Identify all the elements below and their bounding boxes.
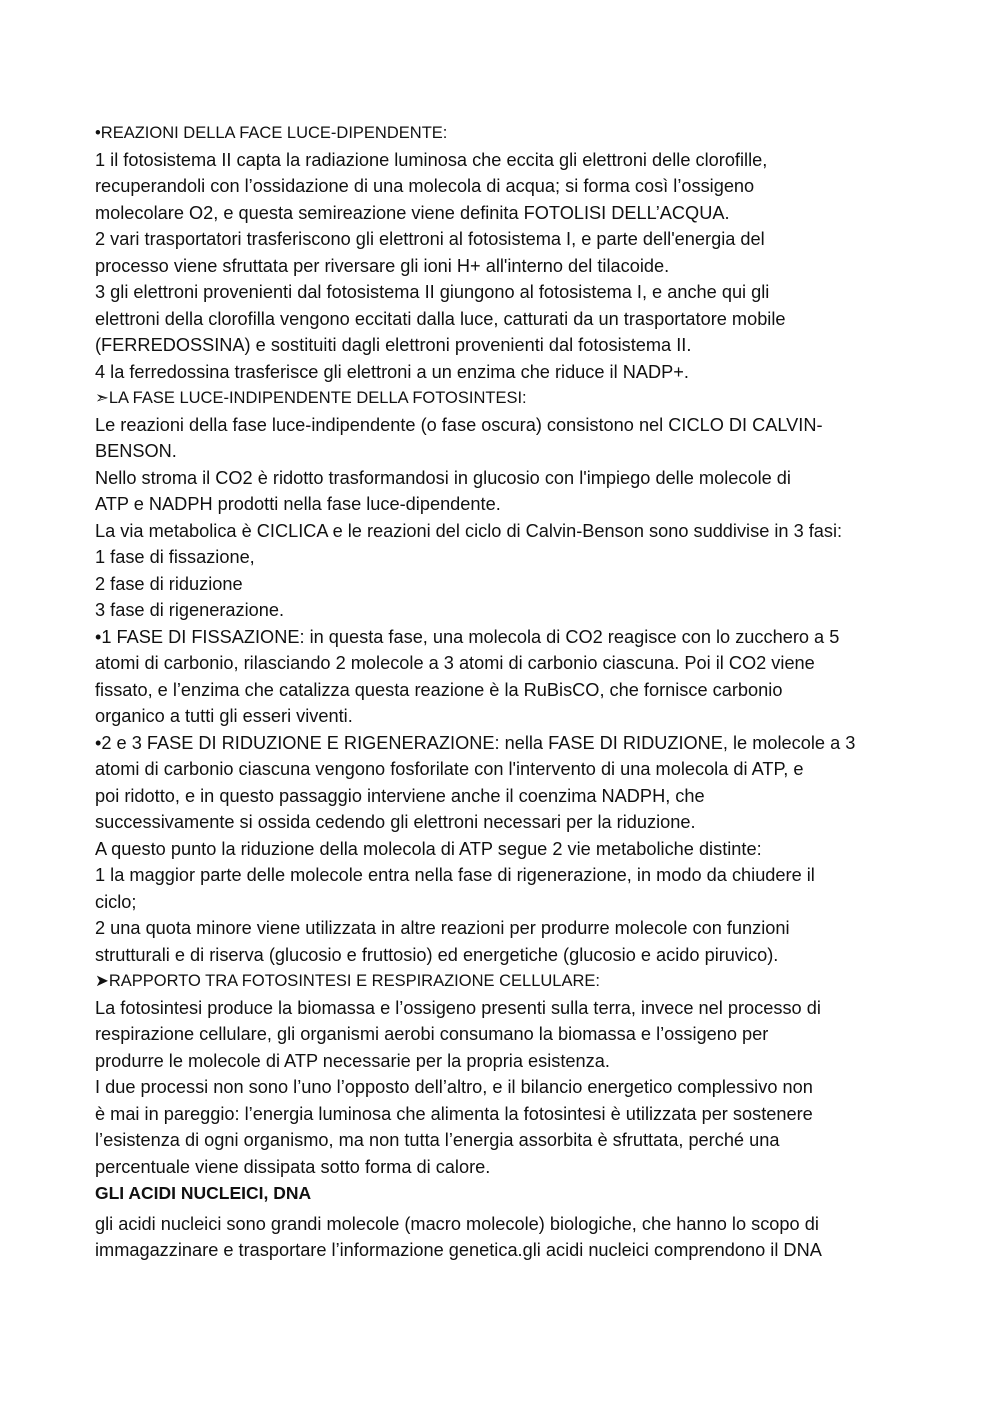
list-item: 1 fase di fissazione,: [95, 547, 255, 567]
text-line: 2 vari trasportatori trasferiscono gli elettroni al fotosistema I, e parte dell'energia del: [95, 229, 765, 249]
text-line: recuperandoli con l’ossidazione di una molecola di acqua; si forma così l’ossigeno: [95, 176, 755, 196]
text-line: BENSON.: [95, 441, 177, 461]
text-line: I due processi non sono l’uno l’opposto dell’altro, e il bilancio energetico complessivo non: [95, 1077, 813, 1097]
text-line: 1 il fotosistema II capta la radiazione luminosa che eccita gli elettroni delle clorofille,: [95, 149, 768, 170]
section-heading-light-dependent: •REAZIONI DELLA FACE LUCE-DIPENDENTE:: [95, 124, 448, 142]
list-item: strutturali e di riserva (glucosio e fruttosio) ed energetiche (glucosio e acido piruvico).: [95, 944, 779, 965]
text-line: successivamente si ossida cedendo gli elettroni necessari per la riduzione.: [95, 812, 696, 832]
section-heading-light-independent: ➣LA FASE LUCE-INDIPENDENTE DELLA FOTOSINTESI:: [95, 389, 527, 407]
text-line: molecolare O2, e questa semireazione viene definita FOTOLISI DELL’ACQUA.: [95, 202, 730, 223]
text-line: poi ridotto, e in questo passaggio interviene anche il coenzima NADPH, che: [95, 785, 705, 806]
text-line: produrre le molecole di ATP necessarie per la propria esistenza.: [95, 1050, 610, 1071]
text-line: è mai in pareggio: l’energia luminosa che alimenta la fotosintesi è utilizzata per sostenere: [95, 1103, 813, 1124]
text-line: l’esistenza di ogni organismo, ma non tutta l’energia assorbita è sfruttata, perché una: [95, 1130, 780, 1150]
heading-nucleic-acids: GLI ACIDI NUCLEICI, DNA: [95, 1183, 312, 1203]
text-line: elettroni della clorofilla vengono eccitati dalla luce, catturati da un trasportatore mobile: [95, 308, 786, 329]
list-item: 2 una quota minore viene utilizzata in altre reazioni per produrre molecole con funzioni: [95, 918, 790, 938]
list-item: ciclo;: [95, 891, 137, 912]
list-item: 3 fase di rigenerazione.: [95, 600, 285, 620]
text-line: 4 la ferredossina trasferisce gli elettroni a un enzima che riduce il NADP+.: [95, 361, 689, 382]
document-page: [95, 120, 915, 1264]
text-line: •1 FASE DI FISSAZIONE: in questa fase, una molecola di CO2 reagisce con lo zucchero a 5: [95, 626, 840, 647]
text-line: La via metabolica è CICLICA e le reazioni del ciclo di Calvin-Benson sono suddivise in 3 fasi:: [95, 520, 843, 541]
text-line: Le reazioni della fase luce-indipendente (o fase oscura) consistono nel CICLO DI CALVIN-: [95, 414, 823, 435]
list-item: 1 la maggior parte delle molecole entra nella fase di rigenerazione, in modo da chiudere il: [95, 865, 815, 885]
text-line: •2 e 3 FASE DI RIDUZIONE E RIGENERAZIONE: nella FASE DI RIDUZIONE, le molecole a 3: [95, 732, 856, 753]
text-line: atomi di carbonio, rilasciando 2 molecole a 3 atomi di carbonio ciascuna. Poi il CO2 viene: [95, 653, 815, 673]
text-line: A questo punto la riduzione della molecola di ATP segue 2 vie metaboliche distinte:: [95, 838, 762, 859]
text-line: processo viene sfruttata per riversare gli ioni H+ all'interno del tilacoide.: [95, 255, 670, 276]
text-line: 3 gli elettroni provenienti dal fotosistema II giungono al fotosistema I, e anche qui gli: [95, 282, 770, 302]
text-line: gli acidi nucleici sono grandi molecole (macro molecole) biologiche, che hanno lo scopo di: [95, 1213, 819, 1234]
section-heading-relationship: ➤RAPPORTO TRA FOTOSINTESI E RESPIRAZIONE CELLULARE:: [95, 972, 600, 990]
text-line: percentuale viene dissipata sotto forma di calore.: [95, 1156, 491, 1177]
text-line: fissato, e l’enzima che catalizza questa reazione è la RuBisCO, che fornisce carbonio: [95, 679, 783, 700]
text-line: ATP e NADPH prodotti nella fase luce-dipendente.: [95, 494, 501, 514]
text-line: immagazzinare e trasportare l’informazione genetica.gli acidi nucleici comprendono il DNA: [95, 1240, 822, 1260]
list-item: 2 fase di riduzione: [95, 573, 243, 594]
text-line: organico a tutti gli esseri viventi.: [95, 706, 353, 726]
text-line: La fotosintesi produce la biomassa e l’ossigeno presenti sulla terra, invece nel processo di: [95, 997, 821, 1018]
text-line: respirazione cellulare, gli organismi aerobi consumano la biomassa e l’ossigeno per: [95, 1024, 769, 1044]
text-line: Nello stroma il CO2 è ridotto trasformandosi in glucosio con l'impiego delle molecole di: [95, 467, 791, 488]
text-line: (FERREDOSSINA) e sostituiti dagli elettroni provenienti dal fotosistema II.: [95, 335, 692, 355]
text-line: atomi di carbonio ciascuna vengono fosforilate con l'intervento di una molecola di ATP, e: [95, 759, 804, 779]
